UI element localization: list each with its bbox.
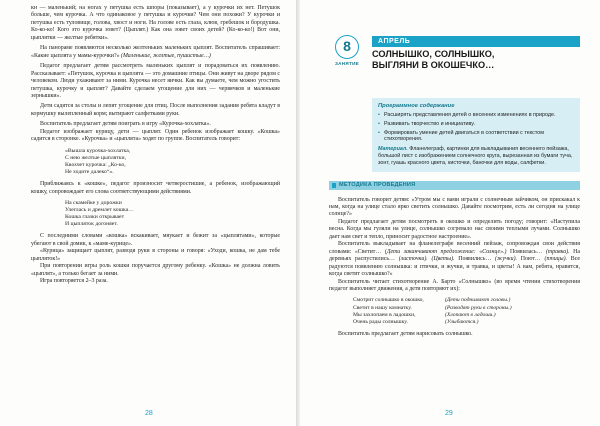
paragraph: Воспитатель говорит детям: «Утром мы с вами играли с солнечным зайчиком, он прискакал к нам, когда на улице стало ярко светить солнышко. Давайте посмотрим, есть ли сегодня на улице солнце?» bbox=[329, 196, 580, 218]
paragraph: Игра повторяется 2–3 раза. bbox=[40, 278, 108, 285]
poem-line: И цыпляток догоняет. bbox=[65, 221, 118, 228]
program-heading: Программное содержание bbox=[378, 103, 455, 109]
lesson-title-line: ВЫГЛЯНИ В ОКОШЕЧКО… bbox=[372, 60, 495, 70]
lesson-title bbox=[372, 49, 582, 71]
program-box bbox=[372, 98, 580, 172]
lesson-number: 8 bbox=[335, 35, 359, 59]
poem-line: Улеглась и дремлет кошка… bbox=[65, 207, 134, 214]
poem-line: Не ходите далеко“». bbox=[65, 168, 114, 175]
section-heading: МЕТОДИКА ПРОВЕДЕНИЯ bbox=[329, 181, 580, 190]
paragraph: Воспитатель выкладывает на фланелеграфе весенний пейзаж, сопровождая свои действия словами: «Светит… (Дети заканчивают предложение: «Солнце».) Появилась… (травка). На деревьях распустились… (листочки). (Цветы). Появились… (жучки). Поют… (птицы). Все радуются появлению солнышка: и птички, и жучки, и травка, и цветы! А вам, ребята, нравится, когда светит солнышко?» bbox=[329, 241, 580, 278]
page-number: 28 bbox=[145, 410, 153, 417]
paragraph: При повторении игры роль кошки поручается другому ребенку. «Кошка» не должна ловить «цыплят», а только бегает за ними. bbox=[31, 263, 280, 277]
list-item: • Расширять представления детей о весенних изменениях в природе. bbox=[378, 112, 556, 118]
lesson-title-line: СОЛНЫШКО, СОЛНЫШКО, bbox=[372, 49, 495, 59]
bullet-icon: • bbox=[378, 112, 380, 118]
poem-row: Очень рады солнышку. (Улыбаются.) bbox=[353, 318, 479, 325]
page-number: 29 bbox=[445, 410, 453, 417]
paragraph: С последними словами «кошка» вскакивает, мяукает и бежит за «цыплятами», которые убегают в свой домик, к «маме-курице». bbox=[31, 233, 280, 247]
paragraph: Приближаясь к «кошке», педагог произносит четверостишие, а ребенок, изображающий кошку, сопровождает его слова соответствующими действиями. bbox=[31, 181, 280, 195]
paragraph: Воспитатель предлагает детям поиграть в игру «Курочка-хохлатка». bbox=[40, 121, 211, 128]
materials: Материал. Фланелеграф, картинки для выкладывания весеннего пейзажа, большой лист с изображением солнечного круга, вырезанная из бумаги туча, зонт, гуашь красного цвета, кисточки, баночки для воды, салфетки. bbox=[378, 146, 573, 166]
poem-line: «Вышла курочка-хохлатка, bbox=[65, 147, 131, 154]
bullet-icon: • bbox=[378, 120, 380, 127]
poem-row: Смотрит солнышко в окошко, (Дети поднимают головы.) bbox=[353, 297, 511, 304]
poem-row: Светит в нашу комнатку. (Разводят руки в стороны.) bbox=[353, 304, 512, 311]
paragraph: Воспитатель предлагает детям нарисовать солнышко. bbox=[338, 330, 473, 337]
left-page bbox=[0, 0, 296, 426]
lesson-header bbox=[329, 5, 580, 75]
poem-line: Кошка глазки открывает bbox=[65, 214, 125, 221]
paragraph: Дети садятся за столы и лепят угощение для птиц. После выполнения задания ребята кладут в кормушку вылепленный корм; вытирают салфетками руки. bbox=[31, 103, 280, 117]
paragraph: Педагог предлагает детям рассмотреть маленьких цыплят и порадоваться их появлению. Рассказывает: «Петушок, курочка и цыплята — это домашние птицы. Они живут на дворе рядом с человеком. Люди ухаживают за ними. Курочка несет яички. Как вы думаете, чем можно угостить петушка, курочку и цыплят? Давайте сделаем угощение для них — червячков и маленькие зернышки». bbox=[31, 63, 280, 99]
paragraph: «Курица» защищает цыплят, разводя руки в стороны и говоря: «Уходи, кошка, не дам тебе цыпляток!» bbox=[31, 248, 280, 262]
poem-line: С нею желтые цыплятки, bbox=[65, 154, 127, 161]
poem bbox=[65, 200, 280, 228]
paragraph: кн — маленький; на ногах у петушка есть шпоры (показывает), а у курочки их нет. Петушок больше, чем курочка. А что одинаковое у петушка и курочки? Чем они похожи? У курочки и петушка есть туловище, голова, хвост и ноги. На голове есть глаза, клюв, гребешок и бородушка. Ко-ко-ко! Кого это курочка зовет? (Цыплят.) Как она зовет своих детей? (Ко-ко-ко!) Вот они, цыплятки — желтые ребятки». bbox=[31, 5, 280, 41]
poem bbox=[65, 148, 280, 176]
section-marker-icon bbox=[332, 183, 336, 188]
paragraph: Педагог предлагает детям посмотреть в окошко и определить погоду; говорит: «Наступила весна. Когда мы гуляли на улице, солнышко согревало нас своими теплыми лучами. Солнышко дает нам свет и тепло, приносит радостное настроение». bbox=[329, 218, 580, 240]
poem-row: Мы захлопаем в ладошки, (Хлопают в ладоши.) bbox=[353, 311, 496, 318]
right-page bbox=[300, 0, 600, 426]
poem-line: На скамейке у дорожки bbox=[65, 199, 122, 206]
paragraph: Педагог изображает курицу, дети — цыплят. Один ребенок изображает кошку. «Кошка» садится в сторонке. «Курочка» и «цыплята» ходят по группе. Воспитатель говорит: bbox=[31, 128, 280, 143]
program-list bbox=[378, 112, 574, 143]
month-banner: АПРЕЛЬ bbox=[372, 36, 580, 47]
poem-line: Квохчет курочка: „Ко-ко, bbox=[65, 161, 126, 168]
list-item: • Развивать творчество и инициативу. bbox=[378, 120, 475, 127]
paragraph: Воспитатель читает стихотворение А. Барто «Солнышко» (во время чтения стихотворения педагог выполняет движения, а дети повторяют их): bbox=[329, 278, 580, 293]
paragraph: На панораме появляются несколько желтеньких маленьких цыплят. Воспитатель спрашивает: «Какие цыплята у мамы-курочки?» (Маленькие, желтые, пушистые…) bbox=[31, 45, 280, 59]
poem bbox=[353, 297, 580, 325]
lesson-label: ЗАНЯТИЕ bbox=[334, 61, 360, 66]
list-item: • Формировать умение детей двигаться в соответствии с текстом стихотворения. bbox=[378, 129, 544, 143]
bullet-icon: • bbox=[378, 129, 380, 136]
lesson-badge bbox=[329, 35, 365, 71]
